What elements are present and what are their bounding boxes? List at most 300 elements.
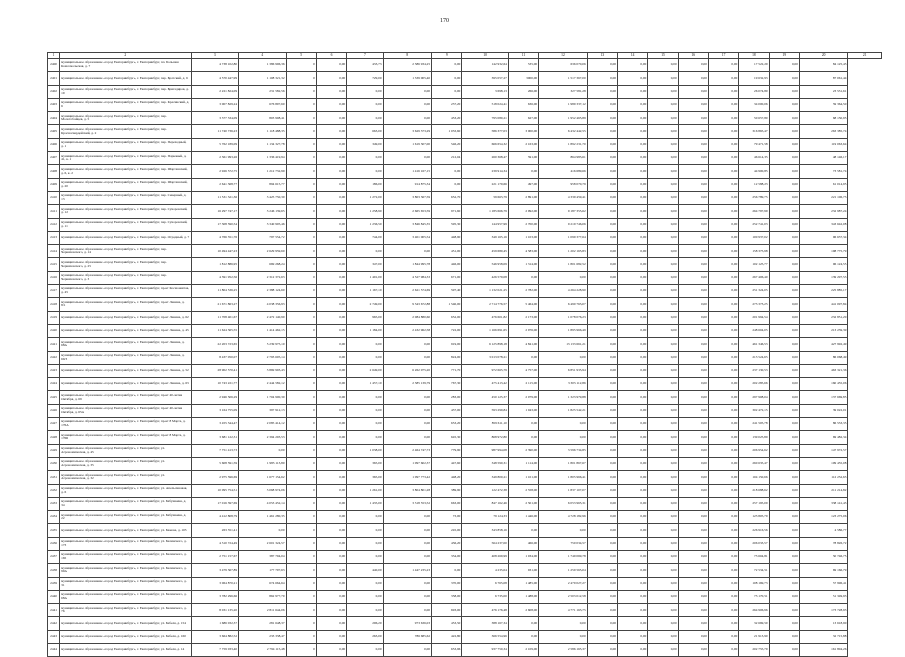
row-address: муниципальное образование «город Екатеринбург», г. Екатеринбург, пер. Черняховского, д. 25 bbox=[60, 258, 191, 271]
value-cell: 864 983,61 bbox=[539, 152, 588, 165]
value-cell: 1 101,00 bbox=[508, 471, 538, 484]
value-cell: 0,00 bbox=[316, 178, 346, 191]
value-cell: 0,00 bbox=[587, 431, 617, 444]
row-number: 2429 bbox=[48, 444, 60, 457]
value-cell: 1 485,00 bbox=[508, 577, 538, 590]
value-cell: 0,00 bbox=[539, 271, 588, 284]
value-cell: 1 952 465,89 bbox=[539, 112, 588, 125]
value-cell: 847 162,46 bbox=[462, 497, 509, 510]
value-cell: 440,00 bbox=[347, 564, 383, 577]
value-cell: 4 738 102,80 bbox=[191, 59, 239, 72]
row-address: муниципальное образование «город Екатеринбург», г. Екатеринбург, ул. Бебеля, д. 160 bbox=[60, 630, 191, 643]
value-cell: 0,00 bbox=[708, 178, 738, 191]
value-cell: 0,00 bbox=[618, 245, 648, 258]
value-cell: 221 106,73 bbox=[799, 191, 848, 204]
value-cell: 1 078 076,23 bbox=[539, 311, 588, 324]
value-cell: 0,00 bbox=[539, 418, 588, 431]
value-cell: 0,00 bbox=[618, 324, 648, 337]
value-cell: 12 588,23 bbox=[739, 178, 769, 191]
value-cell: 2 221 824,09 bbox=[191, 85, 239, 98]
value-cell: 1 447 235,23 bbox=[383, 564, 432, 577]
value-cell: 0,00 bbox=[587, 298, 617, 311]
value-cell: 343 858,16 bbox=[462, 524, 509, 537]
value-cell: 0 bbox=[286, 218, 316, 231]
value-cell: 2 621 574,69 bbox=[383, 285, 432, 298]
value-cell: 1 491,00 bbox=[347, 271, 383, 284]
value-cell: 212,04 bbox=[432, 152, 462, 165]
value-cell: 2 700,00 bbox=[508, 218, 538, 231]
value-cell: 6 262 075,20 bbox=[383, 364, 432, 377]
value-cell: 0,00 bbox=[769, 497, 799, 510]
value-cell: 1 134 327,78 bbox=[239, 138, 287, 151]
value-cell: 0 bbox=[286, 364, 316, 377]
table-row bbox=[48, 537, 882, 550]
table-row bbox=[48, 324, 882, 337]
row-number: 2410 bbox=[48, 191, 60, 204]
value-cell: 23 531,61 bbox=[799, 85, 848, 98]
row-number: 2402 bbox=[48, 85, 60, 98]
value-cell: 0,00 bbox=[618, 524, 648, 537]
value-cell: 0,00 bbox=[587, 72, 617, 85]
value-cell: 6 765,08 bbox=[462, 577, 509, 590]
table-row bbox=[48, 231, 882, 244]
value-cell: 0,00 bbox=[508, 617, 538, 630]
value-cell: 245,00 bbox=[432, 524, 462, 537]
value-cell: 0,00 bbox=[708, 378, 738, 391]
value-cell: 0,00 bbox=[648, 165, 678, 178]
value-cell: 2 793 605,14 bbox=[239, 351, 287, 364]
value-cell: 0,00 bbox=[648, 298, 678, 311]
column-number: 4 bbox=[239, 53, 287, 59]
value-cell: 0,00 bbox=[769, 205, 799, 218]
row-address: муниципальное образование «город Екатеринбург», г. Екатеринбург, ул. Белинского, д. 76 bbox=[60, 604, 191, 617]
table-row bbox=[48, 391, 882, 404]
value-cell: 13 133 661,21 bbox=[539, 338, 588, 351]
value-cell: 0,00 bbox=[618, 152, 648, 165]
row-address: муниципальное образование «город Екатеринбург», г. Екатеринбург, пер. Отрадный, д. 7 bbox=[60, 231, 191, 244]
table-row bbox=[48, 138, 882, 151]
value-cell: 0,00 bbox=[618, 138, 648, 151]
value-cell: 0,00 bbox=[316, 511, 346, 524]
value-cell: 1 336 419,94 bbox=[239, 152, 287, 165]
value-cell: 3 000,00 bbox=[508, 125, 538, 138]
value-cell: 0,00 bbox=[769, 72, 799, 85]
value-cell: 4 391 952,56 bbox=[191, 271, 239, 284]
value-cell: 79 471,58 bbox=[739, 138, 769, 151]
value-cell: 17 016 397,69 bbox=[191, 497, 239, 510]
value-cell: 0,00 bbox=[708, 59, 738, 72]
table-row bbox=[48, 444, 882, 457]
value-cell: 0,00 bbox=[648, 324, 678, 337]
row-number: 2401 bbox=[48, 72, 60, 85]
value-cell: 453,20 bbox=[432, 112, 462, 125]
table-row bbox=[48, 564, 882, 577]
value-cell: 0,00 bbox=[769, 98, 799, 111]
value-cell: 0,00 bbox=[678, 644, 708, 657]
value-cell: 349,00 bbox=[347, 138, 383, 151]
value-cell: 0,00 bbox=[678, 418, 708, 431]
value-cell: 3 318 553,52 bbox=[383, 497, 432, 510]
value-cell: 0,00 bbox=[383, 511, 432, 524]
value-cell: 3 013 078,21 bbox=[462, 351, 509, 364]
value-cell: 0 bbox=[286, 112, 316, 125]
value-cell: 1 258,90 bbox=[347, 205, 383, 218]
value-cell: 0,00 bbox=[769, 191, 799, 204]
value-cell: 50 746,75 bbox=[799, 550, 848, 563]
value-cell: 2 946 506,29 bbox=[191, 391, 239, 404]
value-cell: 160 455,06 bbox=[799, 378, 848, 391]
table-row bbox=[48, 604, 882, 617]
value-cell: 3 596 734,85 bbox=[539, 444, 588, 457]
value-cell: 213 239,39 bbox=[799, 324, 848, 337]
value-cell: 1 212 732,99 bbox=[239, 165, 287, 178]
value-cell: 0,00 bbox=[769, 457, 799, 470]
value-cell: 2 629 959,60 bbox=[239, 245, 287, 258]
value-cell: 0,00 bbox=[383, 537, 432, 550]
value-cell: 0,00 bbox=[587, 125, 617, 138]
value-cell: 0,00 bbox=[678, 590, 708, 603]
value-cell: 100 937,02 bbox=[739, 231, 769, 244]
value-cell: 0,00 bbox=[587, 617, 617, 630]
value-cell: 459 680,45 bbox=[462, 245, 509, 258]
value-cell: 0,00 bbox=[383, 351, 432, 364]
value-cell: 0,00 bbox=[316, 338, 346, 351]
value-cell: 7 751 413,73 bbox=[191, 444, 239, 457]
value-cell: 6 125 898,18 bbox=[462, 338, 509, 351]
value-cell: 2 641 368,77 bbox=[191, 178, 239, 191]
value-cell: 296,20 bbox=[347, 617, 383, 630]
row-address: муниципальное образование «город Екатеринбург», г. Екатеринбург, пер. Шарташский, д. 20 bbox=[60, 178, 191, 191]
value-cell: 139 025,89 bbox=[739, 431, 769, 444]
value-cell: 84 125,43 bbox=[799, 59, 848, 72]
value-cell: 0,00 bbox=[316, 484, 346, 497]
value-cell: 2 751 157,67 bbox=[191, 550, 239, 563]
value-cell: 564 237,00 bbox=[462, 537, 509, 550]
value-cell: 142 932,64 bbox=[462, 59, 509, 72]
value-cell: 0,00 bbox=[678, 564, 708, 577]
value-cell: 0,00 bbox=[708, 152, 738, 165]
table-row bbox=[48, 590, 882, 603]
table-row bbox=[48, 285, 882, 298]
value-cell: 263 385,74 bbox=[799, 125, 848, 138]
value-cell: 147 972,57 bbox=[799, 444, 848, 457]
value-cell: 86 068,49 bbox=[799, 351, 848, 364]
value-cell: 427 992,49 bbox=[799, 338, 848, 351]
value-cell: 0,00 bbox=[769, 550, 799, 563]
value-cell: 0,00 bbox=[383, 404, 432, 417]
value-cell: 0,00 bbox=[678, 125, 708, 138]
row-address: муниципальное образование «город Екатеринбург», г. Екатеринбург, ул. Агрономическая, д. 32 bbox=[60, 471, 191, 484]
table-row bbox=[48, 351, 882, 364]
value-cell: 0,00 bbox=[769, 59, 799, 72]
value-cell: 669 268,24 bbox=[239, 258, 287, 271]
value-cell: 1 895 966,49 bbox=[539, 324, 588, 337]
value-cell: 2 109,00 bbox=[508, 644, 538, 657]
value-cell: 338 141,43 bbox=[799, 497, 848, 510]
value-cell: 0,00 bbox=[539, 431, 588, 444]
value-cell: 722,00 bbox=[432, 324, 462, 337]
value-cell: 0,00 bbox=[708, 205, 738, 218]
column-number: 1 bbox=[48, 53, 60, 59]
value-cell: 0 bbox=[286, 404, 316, 417]
value-cell: 0,00 bbox=[316, 138, 346, 151]
value-cell: 1 416 167,15 bbox=[383, 165, 432, 178]
value-cell: 11 708 401,67 bbox=[191, 311, 239, 324]
value-cell: 1 801 682,52 bbox=[539, 258, 588, 271]
column-number: 17 bbox=[708, 53, 738, 59]
value-cell: 0,00 bbox=[587, 550, 617, 563]
value-cell: 0,00 bbox=[769, 258, 799, 271]
value-cell: 0,00 bbox=[618, 165, 648, 178]
value-cell: 201 994,54 bbox=[739, 311, 769, 324]
value-cell: 6 735,00 bbox=[462, 590, 509, 603]
value-cell: 102 125,77 bbox=[739, 258, 769, 271]
value-cell: 87 061,44 bbox=[799, 72, 848, 85]
value-cell: 2 926 572,75 bbox=[191, 165, 239, 178]
value-cell: 0,00 bbox=[587, 191, 617, 204]
value-cell: 397 912,13 bbox=[239, 404, 287, 417]
value-cell: 824,00 bbox=[432, 351, 462, 364]
value-cell: 6 851 935,94 bbox=[539, 364, 588, 377]
value-cell: 0,00 bbox=[708, 604, 738, 617]
row-number: 2412 bbox=[48, 218, 60, 231]
value-cell: 266,00 bbox=[508, 85, 538, 98]
value-cell: 3 629 373,29 bbox=[383, 125, 432, 138]
value-cell: 0 bbox=[286, 524, 316, 537]
row-number: 2430 bbox=[48, 457, 60, 470]
value-cell: 0,00 bbox=[316, 285, 346, 298]
row-number: 2407 bbox=[48, 152, 60, 165]
value-cell: 636,00 bbox=[508, 98, 538, 111]
table-row bbox=[48, 511, 882, 524]
value-cell: 0,00 bbox=[618, 218, 648, 231]
value-cell: 0,00 bbox=[678, 391, 708, 404]
value-cell: 239 914,34 bbox=[462, 165, 509, 178]
value-cell: 3 698,13 bbox=[462, 85, 509, 98]
value-cell: 2 432 962,58 bbox=[383, 324, 432, 337]
row-number: 2428 bbox=[48, 431, 60, 444]
value-cell: 0,00 bbox=[769, 378, 799, 391]
value-cell: 0,00 bbox=[316, 418, 346, 431]
value-cell: 4 053 452,14 bbox=[239, 497, 287, 510]
row-number: 2404 bbox=[48, 112, 60, 125]
value-cell: 0,00 bbox=[587, 178, 617, 191]
value-cell: 0,00 bbox=[648, 98, 678, 111]
value-cell: 0,00 bbox=[648, 484, 678, 497]
value-cell: 586 377,03 bbox=[462, 125, 509, 138]
value-cell: 0,00 bbox=[618, 125, 648, 138]
value-cell: 4 771 163,75 bbox=[539, 604, 588, 617]
value-cell: 636 070,06 bbox=[539, 59, 588, 72]
value-cell: 693,00 bbox=[432, 604, 462, 617]
value-cell: 0,00 bbox=[618, 191, 648, 204]
value-cell: 0,00 bbox=[587, 471, 617, 484]
row-number: 2423 bbox=[48, 364, 60, 377]
value-cell: 2 891,00 bbox=[508, 191, 538, 204]
value-cell: 0,00 bbox=[618, 178, 648, 191]
row-address: муниципальное образование «город Екатеринбург», г. Екатеринбург, пер. Переходный, д. 1 bbox=[60, 138, 191, 151]
value-cell: 2 714 776,57 bbox=[462, 298, 509, 311]
value-cell: 0 bbox=[286, 391, 316, 404]
table-row bbox=[48, 178, 882, 191]
value-cell: 39 022,01 bbox=[799, 404, 848, 417]
value-cell: 1 677 154,62 bbox=[239, 471, 287, 484]
value-cell: 2 794 115,48 bbox=[239, 644, 287, 657]
value-cell: 4 586,77 bbox=[799, 524, 848, 537]
column-number: 16 bbox=[678, 53, 708, 59]
value-cell: 1 749 069,78 bbox=[539, 550, 588, 563]
value-cell: 0,00 bbox=[708, 444, 738, 457]
value-cell: 0,00 bbox=[618, 258, 648, 271]
column-number: 2 bbox=[60, 53, 191, 59]
value-cell: 0,00 bbox=[316, 85, 346, 98]
value-cell: 476 176,48 bbox=[462, 604, 509, 617]
row-number: 2441 bbox=[48, 604, 60, 617]
table-row bbox=[48, 85, 882, 98]
row-number: 2406 bbox=[48, 138, 60, 151]
value-cell: 0,00 bbox=[678, 457, 708, 470]
value-cell: 96 637,34 bbox=[799, 231, 848, 244]
table-row bbox=[48, 484, 882, 497]
value-cell: 0,00 bbox=[316, 218, 346, 231]
value-cell: 1 619 307,00 bbox=[383, 138, 432, 151]
value-cell: 0,00 bbox=[769, 245, 799, 258]
value-cell: 0,00 bbox=[316, 577, 346, 590]
value-cell: 0,00 bbox=[618, 72, 648, 85]
value-cell: 535,00 bbox=[508, 59, 538, 72]
value-cell: 1 414 462,15 bbox=[239, 324, 287, 337]
value-cell: 211 214,82 bbox=[799, 484, 848, 497]
row-number: 2443 bbox=[48, 630, 60, 643]
value-cell: 1 457,10 bbox=[347, 378, 383, 391]
table-row bbox=[48, 191, 882, 204]
value-cell: 0,00 bbox=[708, 590, 738, 603]
value-cell: 0,00 bbox=[648, 285, 678, 298]
value-cell: 6 053 965,31 bbox=[539, 497, 588, 510]
value-cell: 10 494 447,23 bbox=[191, 245, 239, 258]
value-cell: 3 064 870,21 bbox=[191, 577, 239, 590]
value-cell: 0,00 bbox=[769, 152, 799, 165]
value-cell: 0,00 bbox=[587, 604, 617, 617]
value-cell: 0,00 bbox=[648, 152, 678, 165]
value-cell: 0,00 bbox=[648, 550, 678, 563]
value-cell: 645,30 bbox=[432, 431, 462, 444]
value-cell: 0,00 bbox=[587, 351, 617, 364]
value-cell: 0,00 bbox=[618, 98, 648, 111]
value-cell: 109 455,08 bbox=[799, 457, 848, 470]
value-cell: 348 590,31 bbox=[462, 457, 509, 470]
value-cell: 0,00 bbox=[648, 378, 678, 391]
value-cell: 0,00 bbox=[587, 152, 617, 165]
value-cell: 0,00 bbox=[587, 418, 617, 431]
value-cell: 0 bbox=[286, 537, 316, 550]
value-cell: 666 654,32 bbox=[462, 138, 509, 151]
value-cell: 260 635,47 bbox=[739, 457, 769, 470]
row-address: муниципальное образование «город Екатеринбург», г. Екатеринбург, пер. Бригадиров, д. 19 bbox=[60, 85, 191, 98]
value-cell: 0,00 bbox=[587, 590, 617, 603]
value-cell: 0,00 bbox=[618, 484, 648, 497]
value-cell: 139 297,53 bbox=[799, 271, 848, 284]
column-number: 6 bbox=[316, 53, 346, 59]
value-cell: 0 bbox=[286, 138, 316, 151]
row-number: 2418 bbox=[48, 298, 60, 311]
value-cell: 767,30 bbox=[432, 378, 462, 391]
value-cell: 0 bbox=[286, 338, 316, 351]
value-cell: 0 bbox=[286, 72, 316, 85]
value-cell: 2 608,00 bbox=[508, 604, 538, 617]
value-cell: 0,00 bbox=[618, 444, 648, 457]
row-number: 2419 bbox=[48, 311, 60, 324]
value-cell: 0,00 bbox=[648, 577, 678, 590]
value-cell: 2 312 372,63 bbox=[239, 271, 287, 284]
value-cell: 0,00 bbox=[347, 604, 383, 617]
value-cell: 0,00 bbox=[347, 98, 383, 111]
value-cell: 652,00 bbox=[432, 311, 462, 324]
value-cell: 4 757,00 bbox=[508, 364, 538, 377]
value-cell: 0,00 bbox=[347, 511, 383, 524]
value-cell: 79 124,33 bbox=[462, 511, 509, 524]
value-cell: 1 272,00 bbox=[347, 191, 383, 204]
value-cell: 786 685,62 bbox=[383, 630, 432, 643]
value-cell: 0,00 bbox=[648, 497, 678, 510]
value-cell: 0,00 bbox=[539, 630, 588, 643]
value-cell: 22 203 723,65 bbox=[191, 338, 239, 351]
column-number: 12 bbox=[539, 53, 588, 59]
value-cell: 2 361 993,26 bbox=[191, 152, 239, 165]
value-cell: 0,00 bbox=[316, 191, 346, 204]
value-cell: 6 432 442,55 bbox=[539, 125, 588, 138]
value-cell: 2 385 139,79 bbox=[383, 378, 432, 391]
value-cell: 0,00 bbox=[678, 271, 708, 284]
value-cell: 0,00 bbox=[678, 364, 708, 377]
value-cell: 263,00 bbox=[347, 630, 383, 643]
value-cell: 1 043,00 bbox=[508, 404, 538, 417]
value-cell: 0,00 bbox=[316, 205, 346, 218]
row-address: муниципальное образование «город Екатеринбург», г. Екатеринбург, пр-кт Ленина, д. 62 bbox=[60, 311, 191, 324]
value-cell: 0,00 bbox=[618, 112, 648, 125]
value-cell: 0,00 bbox=[708, 245, 738, 258]
value-cell: 0,00 bbox=[383, 644, 432, 657]
value-cell: 0,00 bbox=[316, 444, 346, 457]
value-cell: 1 825 542,21 bbox=[539, 404, 588, 417]
value-cell: 0,00 bbox=[648, 258, 678, 271]
value-cell: 0,00 bbox=[708, 98, 738, 111]
value-cell: 1 108 321,32 bbox=[239, 72, 287, 85]
value-cell: 0,00 bbox=[769, 351, 799, 364]
row-address: муниципальное образование «город Екатеринбург», г. Екатеринбург, пр-кт Ленина, д. 69/3 bbox=[60, 351, 191, 364]
value-cell: 0,00 bbox=[648, 431, 678, 444]
value-cell: 1 386 996,36 bbox=[239, 59, 287, 72]
value-cell: 2 394 293,53 bbox=[239, 431, 287, 444]
value-cell: 281 648,37 bbox=[239, 617, 287, 630]
value-cell: 3 804 801,28 bbox=[383, 484, 432, 497]
value-cell: 0,00 bbox=[316, 378, 346, 391]
value-cell: 674 664,64 bbox=[239, 577, 287, 590]
value-cell: 57 996,41 bbox=[799, 577, 848, 590]
value-cell: 1 461 280,35 bbox=[239, 511, 287, 524]
value-cell: 0,00 bbox=[587, 511, 617, 524]
row-number: 2442 bbox=[48, 617, 60, 630]
value-cell: 653,96 bbox=[432, 644, 462, 657]
row-address: муниципальное образование «город Екатеринбург», г. Екатеринбург, пр-кт Ленина, д. 68А bbox=[60, 338, 191, 351]
value-cell: 0,00 bbox=[769, 418, 799, 431]
value-cell: 0,00 bbox=[618, 364, 648, 377]
column-number: 13 bbox=[587, 53, 617, 59]
row-number: 2438 bbox=[48, 564, 60, 577]
value-cell: 0,00 bbox=[648, 457, 678, 470]
value-cell: 13 618,90 bbox=[799, 617, 848, 630]
row-address: муниципальное образование «город Екатеринбург», г. Екатеринбург, пер. Красногвардейский, д. 2 bbox=[60, 125, 191, 138]
